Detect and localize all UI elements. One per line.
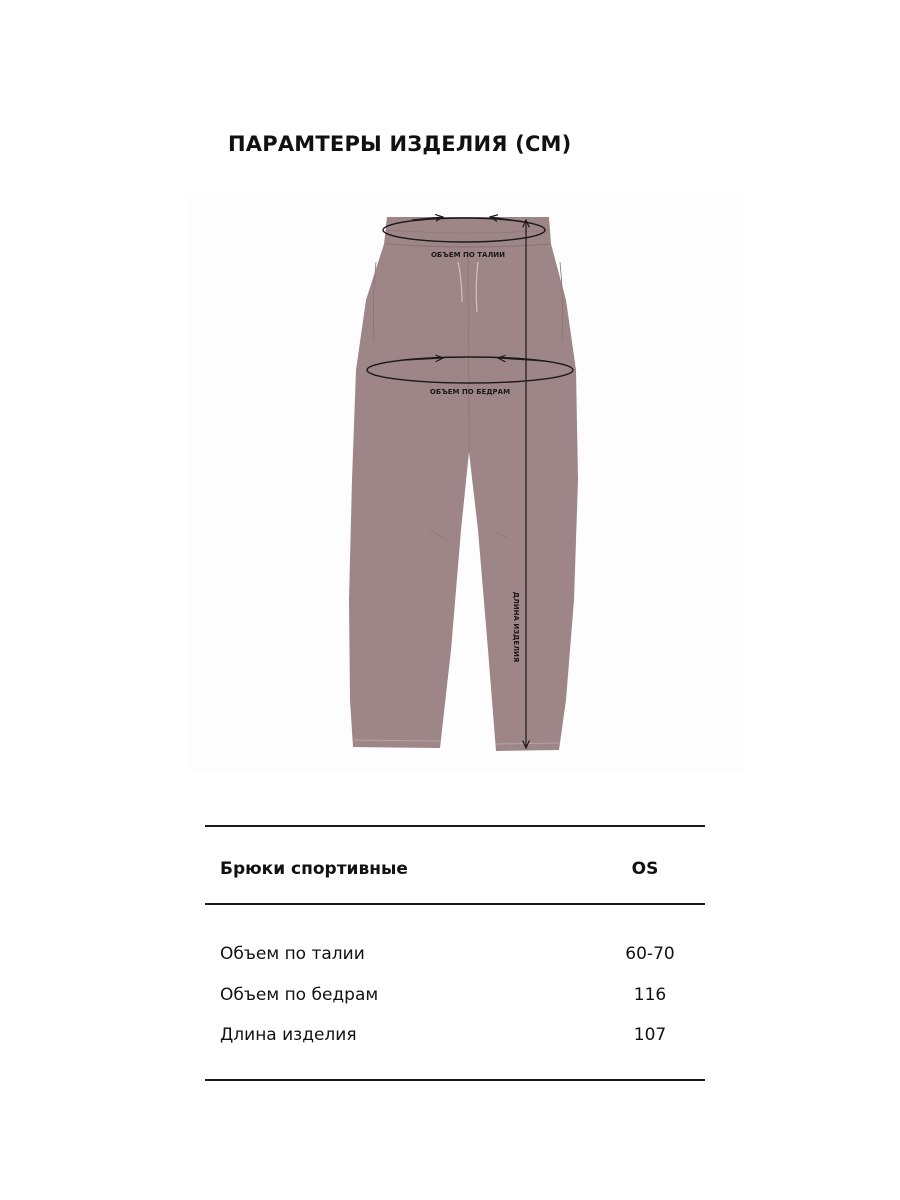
table-header-divider: [205, 903, 705, 905]
table-top-divider: [205, 825, 705, 827]
product-name: Брюки спортивные: [220, 859, 408, 879]
measurement-label: Объем по бедрам: [220, 985, 379, 1005]
table-row: [220, 985, 690, 1009]
hips-label: ОБЪЕМ ПО БЕДРАМ: [429, 388, 511, 396]
size-label: OS: [631, 859, 659, 879]
page-title: ПАРАМТЕРЫ ИЗДЕЛИЯ (СМ): [228, 132, 572, 156]
measurement-label: Длина изделия: [220, 1025, 357, 1045]
measurement-value: 107: [633, 1025, 667, 1045]
table-bottom-divider: [205, 1079, 705, 1081]
table-row: [220, 944, 690, 968]
waist-label: ОБЪЕМ ПО ТАЛИИ: [430, 251, 506, 259]
table-header-row: [220, 859, 690, 883]
sweatpants-illustration: [349, 217, 578, 751]
table-row: [220, 1025, 690, 1049]
measurement-value: 60-70: [625, 944, 675, 964]
measurement-label: Объем по талии: [220, 944, 365, 964]
measurement-value: 116: [633, 985, 667, 1005]
length-label: ДЛИНА ИЗДЕЛИЯ: [512, 591, 520, 663]
